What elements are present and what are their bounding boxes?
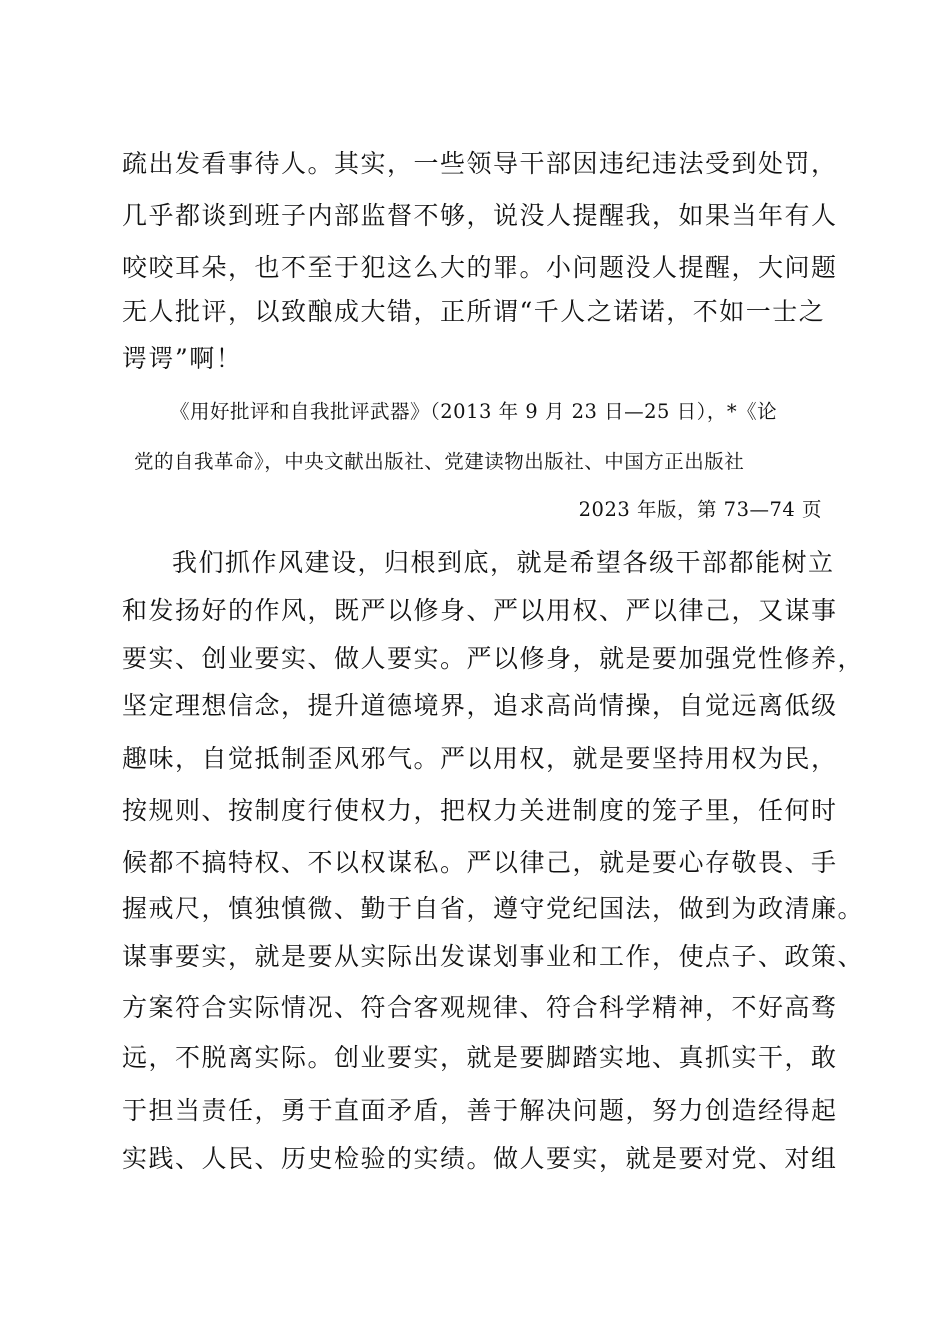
paragraph-line: 按规则、按制度行使权力，把权力关进制度的笼子里，任何时 [122,796,838,825]
paragraph-line: 咬咬耳朵，也不至于犯这么大的罪。小问题没人提醒，大问题 [122,253,838,282]
paragraph-line: 远，不脱离实际。创业要实，就是要脚踏实地、真抓实干，敢 [122,1043,838,1072]
paragraph-line: 我们抓作风建设，归根到底，就是希望各级干部都能树立 [172,548,835,577]
paragraph-line: 谋事要实，就是要从实际出发谋划事业和工作，使点子、政策、 [122,942,865,971]
paragraph-line: 方案符合实际情况、符合客观规律、符合科学精神，不好高骛 [122,993,838,1022]
paragraph-line: 于担当责任，勇于直面矛盾，善于解决问题，努力创造经得起 [122,1096,838,1125]
citation-line-3: 2023 年版，第 73—74 页 [578,498,822,521]
paragraph-line: 和发扬好的作风，既严以修身、严以用权、严以律己，又谋事 [122,596,838,625]
paragraph-line: 无人批评，以致酿成大错，正所谓“千人之诺诺，不如一士之 [122,297,826,326]
paragraph-line: 坚定理想信念，提升道德境界，追求高尚情操，自觉远离低级 [122,691,838,720]
paragraph-line: 几乎都谈到班子内部监督不够，说没人提醒我，如果当年有人 [122,201,838,230]
paragraph-line: 谔谔”啊！ [122,344,243,373]
citation-line-1: 《用好批评和自我批评武器》（2013 年 9 月 23 日—25 日），*《论 [170,400,778,423]
paragraph-line: 趣味，自觉抵制歪风邪气。严以用权，就是要坚持用权为民， [122,744,838,773]
citation-line-2: 党的自我革命》，中央文献出版社、党建读物出版社、中国方正出版社 [134,450,745,473]
paragraph-line: 要实、创业要实、做人要实。严以修身，就是要加强党性修养， [122,644,865,673]
paragraph-line: 握戒尺，慎独慎微、勤于自省，遵守党纪国法，做到为政清廉。 [122,894,865,923]
paragraph-line: 候都不搞特权、不以权谋私。严以律己，就是要心存敬畏、手 [122,848,838,877]
paragraph-line: 疏出发看事待人。其实，一些领导干部因违纪违法受到处罚， [122,149,838,178]
paragraph-line: 实践、人民、历史检验的实绩。做人要实，就是要对党、对组 [122,1144,838,1173]
